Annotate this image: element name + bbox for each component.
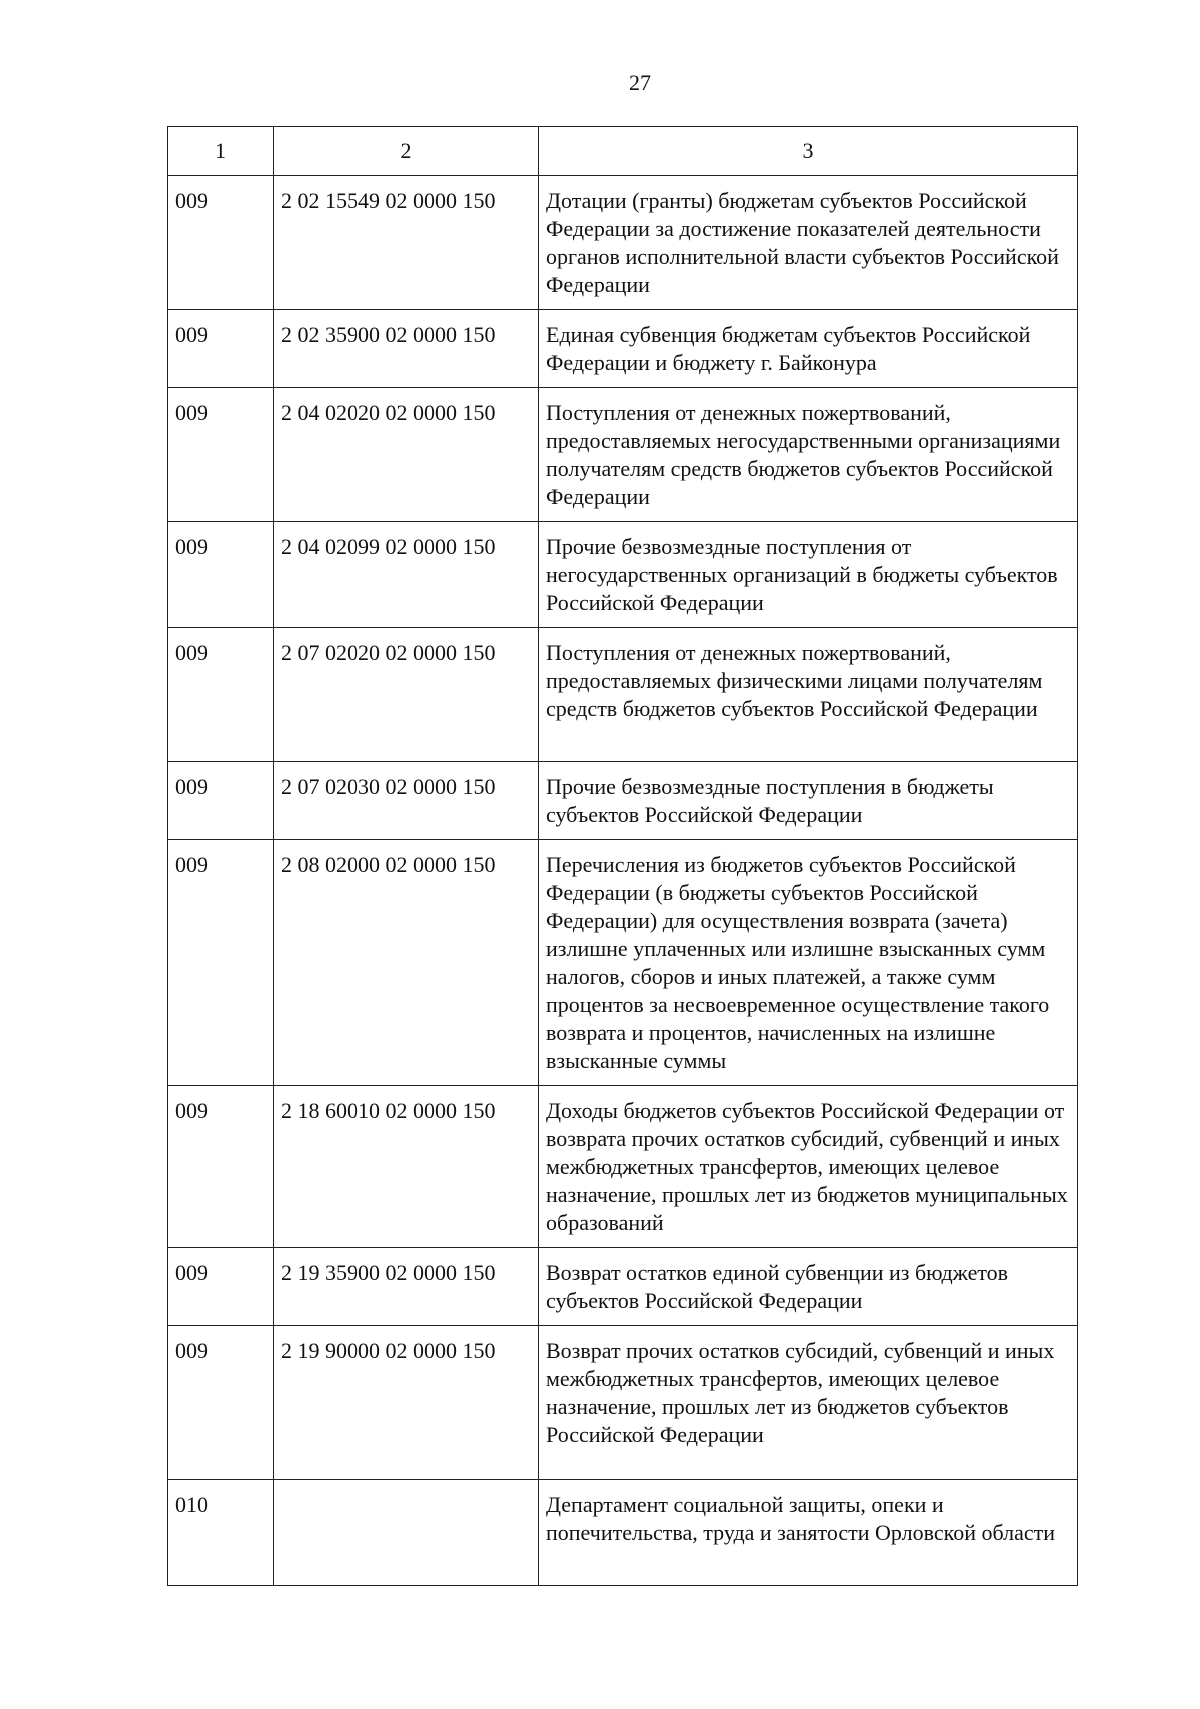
admin-code-cell: 009 [168,1326,274,1480]
column-header-1: 1 [168,127,274,176]
budget-code-cell: 2 19 90000 02 0000 150 [274,1326,539,1480]
page-number: 27 [629,70,651,95]
revenue-name-cell: Поступления от денежных пожертвований, предоставляемых физическими лицами получателям средств бюджетов субъектов Российской Федерации [539,628,1078,762]
column-header-2: 2 [274,127,539,176]
table-row [168,1086,1078,1248]
table-header-row [168,127,1078,176]
budget-code-cell: 2 08 02000 02 0000 150 [274,840,539,1086]
table-row [168,388,1078,522]
admin-code-cell: 009 [168,1086,274,1248]
revenue-name-cell: Департамент социальной защиты, опеки и попечительства, труда и занятости Орловской области [539,1480,1078,1586]
revenue-name-cell: Прочие безвозмездные поступления в бюджеты субъектов Российской Федерации [539,762,1078,840]
revenue-name-cell: Доходы бюджетов субъектов Российской Федерации от возврата прочих остатков субсидий, субвенций и иных межбюджетных трансфертов, имеющих целевое назначение, прошлых лет из бюджетов муниципальных образований [539,1086,1078,1248]
table-row [168,628,1078,762]
budget-code-cell: 2 07 02020 02 0000 150 [274,628,539,762]
admin-code-cell: 009 [168,762,274,840]
admin-code-cell: 009 [168,388,274,522]
admin-code-cell: 009 [168,1248,274,1326]
table-row [168,762,1078,840]
revenue-name-cell: Прочие безвозмездные поступления от негосударственных организаций в бюджеты субъектов Российской Федерации [539,522,1078,628]
admin-code-cell: 009 [168,840,274,1086]
table-row [168,522,1078,628]
admin-code-cell: 009 [168,522,274,628]
table-row [168,1248,1078,1326]
revenue-name-cell: Поступления от денежных пожертвований, предоставляемых негосударственными организациями получателям средств бюджетов субъектов Российской Федерации [539,388,1078,522]
budget-code-cell: 2 07 02030 02 0000 150 [274,762,539,840]
revenue-name-cell: Единая субвенция бюджетам субъектов Российской Федерации и бюджету г. Байконура [539,310,1078,388]
revenue-name-cell: Дотации (гранты) бюджетам субъектов Российской Федерации за достижение показателей деятельности органов исполнительной власти субъектов Российской Федерации [539,176,1078,310]
admin-code-cell: 010 [168,1480,274,1586]
table-row [168,840,1078,1086]
revenue-name-cell: Перечисления из бюджетов субъектов Российской Федерации (в бюджеты субъектов Российской Федерации) для осуществления возврата (зачета) излишне уплаченных или излишне взысканных сумм налогов, сборов и иных платежей, а также сумм процентов за несвоевременное осуществление такого возврата и процентов, начисленных на излишне взысканные суммы [539,840,1078,1086]
revenue-name-cell: Возврат остатков единой субвенции из бюджетов субъектов Российской Федерации [539,1248,1078,1326]
budget-codes-table [167,126,1078,1586]
budget-code-cell: 2 02 35900 02 0000 150 [274,310,539,388]
table-row [168,176,1078,310]
budget-code-cell: 2 02 15549 02 0000 150 [274,176,539,310]
admin-code-cell: 009 [168,310,274,388]
table-row [168,1326,1078,1480]
table-row [168,1480,1078,1586]
budget-code-cell: 2 19 35900 02 0000 150 [274,1248,539,1326]
admin-code-cell: 009 [168,628,274,762]
column-header-3: 3 [539,127,1078,176]
revenue-name-cell: Возврат прочих остатков субсидий, субвенций и иных межбюджетных трансфертов, имеющих целевое назначение, прошлых лет из бюджетов субъектов Российской Федерации [539,1326,1078,1480]
budget-code-cell [274,1480,539,1586]
table-row [168,310,1078,388]
budget-code-cell: 2 18 60010 02 0000 150 [274,1086,539,1248]
budget-code-cell: 2 04 02099 02 0000 150 [274,522,539,628]
budget-code-cell: 2 04 02020 02 0000 150 [274,388,539,522]
admin-code-cell: 009 [168,176,274,310]
